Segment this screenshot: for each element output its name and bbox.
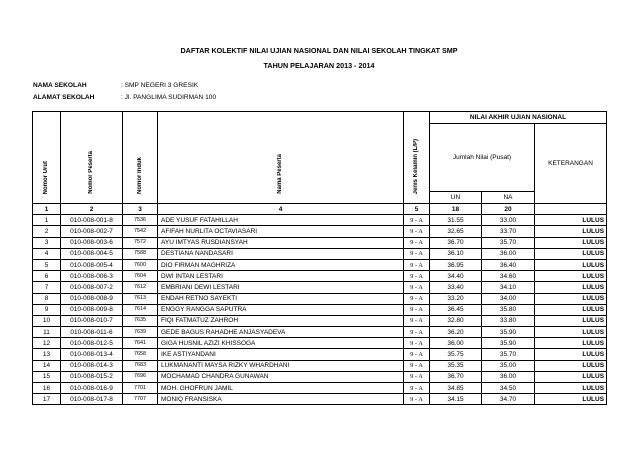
cell-nama: MOH. GHOFRUN JAMIL — [158, 383, 404, 394]
column-index: 20 — [482, 204, 535, 215]
cell-na: 33.80 — [482, 315, 535, 326]
cell-na: 35.70 — [482, 237, 535, 248]
header-no-urut: Nomor Urut — [33, 112, 61, 204]
cell-na: 34.50 — [482, 383, 535, 394]
cell-nama: AFIFAH NURLITA OCTAVIASARI — [158, 226, 404, 237]
cell-un: 31.55 — [430, 215, 482, 226]
table-row — [33, 282, 607, 293]
cell-peserta: 010-008-010-7 — [61, 315, 123, 326]
cell-un: 34.15 — [430, 394, 482, 405]
cell-peserta: 010-008-014-3 — [61, 360, 123, 371]
header-jumlah-nilai: Jumlah Nilai (Pusat) — [430, 124, 535, 192]
header-un: UN — [430, 192, 482, 204]
cell-peserta: 010-008-008-9 — [61, 293, 123, 304]
cell-no: 4 — [33, 248, 61, 259]
document-title: DAFTAR KOLEKTIF NILAI UJIAN NASIONAL DAN NILAI SEKOLAH TINGKAT SMP — [180, 46, 458, 55]
cell-na: 33.70 — [482, 226, 535, 237]
header-nilai-akhir: NILAI AKHIR UJIAN NASIONAL — [430, 112, 607, 124]
cell-un: 36.95 — [430, 259, 482, 270]
cell-no: 11 — [33, 327, 61, 338]
cell-peserta: 010-008-001-8 — [61, 215, 123, 226]
table-row — [33, 371, 607, 382]
table-row — [33, 248, 607, 259]
cell-no: 16 — [33, 383, 61, 394]
cell-induk: 7613 — [123, 293, 158, 304]
column-index: 5 — [404, 204, 430, 215]
cell-kelas: 9 - A — [404, 226, 430, 237]
cell-kelas: 9 - A — [404, 293, 430, 304]
header-no-peserta: Nomor Peserta — [61, 112, 123, 204]
cell-un: 32.80 — [430, 315, 482, 326]
cell-peserta: 010-008-004-5 — [61, 248, 123, 259]
cell-induk: 7696 — [123, 371, 158, 382]
school-address-value: : Jl. PANGLIMA SUDIRMAN 100 — [121, 94, 217, 101]
cell-induk: 7635 — [123, 315, 158, 326]
column-index — [535, 204, 607, 215]
cell-na: 34.10 — [482, 282, 535, 293]
header-jenis-kelamin: Jenis Kelamin (L/P) — [404, 112, 430, 204]
cell-na: 36.00 — [482, 371, 535, 382]
cell-no: 6 — [33, 271, 61, 282]
cell-keterangan: LULUS — [535, 237, 607, 248]
cell-un: 33.20 — [430, 293, 482, 304]
cell-nama: DESTIANA NANDASARI — [158, 248, 404, 259]
cell-no: 7 — [33, 282, 61, 293]
cell-kelas: 9 - A — [404, 304, 430, 315]
cell-na: 36.40 — [482, 259, 535, 270]
cell-keterangan: LULUS — [535, 215, 607, 226]
table-row — [33, 394, 607, 405]
cell-keterangan: LULUS — [535, 259, 607, 270]
table-row — [33, 215, 607, 226]
table-row — [33, 349, 607, 360]
cell-na: 35.90 — [482, 338, 535, 349]
cell-un: 35.35 — [430, 360, 482, 371]
cell-peserta: 010-008-003-6 — [61, 237, 123, 248]
cell-na: 34.60 — [482, 271, 535, 282]
cell-keterangan: LULUS — [535, 394, 607, 405]
cell-kelas: 9 - A — [404, 248, 430, 259]
cell-no: 13 — [33, 349, 61, 360]
cell-nama: ENGGY RANGGA SAPUTRA — [158, 304, 404, 315]
cell-peserta: 010-008-016-9 — [61, 383, 123, 394]
table-row — [33, 327, 607, 338]
cell-na: 33.00 — [482, 215, 535, 226]
document-subtitle: TAHUN PELAJARAN 2013 - 2014 — [263, 61, 375, 70]
cell-keterangan: LULUS — [535, 282, 607, 293]
cell-na: 36.00 — [482, 248, 535, 259]
cell-kelas: 9 - A — [404, 282, 430, 293]
cell-na: 35.90 — [482, 327, 535, 338]
cell-keterangan: LULUS — [535, 271, 607, 282]
cell-kelas: 9 - A — [404, 338, 430, 349]
cell-un: 36.70 — [430, 371, 482, 382]
cell-un: 36.20 — [430, 327, 482, 338]
cell-kelas: 9 - A — [404, 394, 430, 405]
cell-nama: MONIQ FRANSISKA — [158, 394, 404, 405]
cell-na: 35.00 — [482, 360, 535, 371]
cell-nama: EMBRIANI DEWI LESTARI — [158, 282, 404, 293]
cell-peserta: 010-008-005-4 — [61, 259, 123, 270]
cell-un: 33.40 — [430, 282, 482, 293]
cell-un: 36.70 — [430, 237, 482, 248]
cell-kelas: 9 - A — [404, 371, 430, 382]
table-row — [33, 304, 607, 315]
cell-no: 5 — [33, 259, 61, 270]
cell-peserta: 010-008-007-2 — [61, 282, 123, 293]
cell-keterangan: LULUS — [535, 304, 607, 315]
cell-keterangan: LULUS — [535, 360, 607, 371]
cell-no: 12 — [33, 338, 61, 349]
cell-kelas: 9 - A — [404, 215, 430, 226]
cell-na: 35.70 — [482, 349, 535, 360]
school-name-line — [33, 82, 198, 89]
cell-kelas: 9 - A — [404, 271, 430, 282]
column-index: 1 — [33, 204, 61, 215]
cell-no: 17 — [33, 394, 61, 405]
cell-un: 36.10 — [430, 248, 482, 259]
cell-no: 9 — [33, 304, 61, 315]
cell-keterangan: LULUS — [535, 315, 607, 326]
cell-induk: 7612 — [123, 282, 158, 293]
cell-induk: 7604 — [123, 271, 158, 282]
cell-kelas: 9 - A — [404, 383, 430, 394]
table-row — [33, 271, 607, 282]
school-name-value: : SMP NEGERI 3 GRESIK — [121, 82, 199, 89]
cell-induk: 7572 — [123, 237, 158, 248]
cell-induk: 7658 — [123, 349, 158, 360]
cell-keterangan: LULUS — [535, 371, 607, 382]
cell-induk: 7536 — [123, 215, 158, 226]
school-address-label: ALAMAT SEKOLAH — [33, 94, 95, 101]
cell-nama: IKE ASTIYANDANI — [158, 349, 404, 360]
cell-nama: LUKMANANTI MAYSA RIZKY WHARDHANI — [158, 360, 404, 371]
cell-no: 2 — [33, 226, 61, 237]
cell-nama: ADE YUSUF FATAHILLAH — [158, 215, 404, 226]
cell-induk: 7542 — [123, 226, 158, 237]
cell-peserta: 010-008-017-8 — [61, 394, 123, 405]
cell-peserta: 010-008-012-5 — [61, 338, 123, 349]
cell-nama: ENDAH RETNO SAYEKTI — [158, 293, 404, 304]
cell-nama: MOCHAMAD CHANDRA GUNAWAN — [158, 371, 404, 382]
cell-nama: GIGA HUSNIL AZIZI KHISSOGA — [158, 338, 404, 349]
cell-un: 36.45 — [430, 304, 482, 315]
column-index: 3 — [123, 204, 158, 215]
cell-no: 1 — [33, 215, 61, 226]
cell-nama: DIO FIRMAN MAGHRIZA — [158, 259, 404, 270]
cell-un: 35.75 — [430, 349, 482, 360]
column-index-row — [33, 204, 607, 215]
cell-nama: AYU IMTYAS RUSDIANSYAH — [158, 237, 404, 248]
cell-un: 34.40 — [430, 271, 482, 282]
cell-no: 10 — [33, 315, 61, 326]
school-address-line — [33, 94, 216, 101]
cell-induk: 7600 — [123, 259, 158, 270]
table-row — [33, 293, 607, 304]
cell-na: 34.70 — [482, 394, 535, 405]
cell-keterangan: LULUS — [535, 327, 607, 338]
cell-un: 34.85 — [430, 383, 482, 394]
cell-keterangan: LULUS — [535, 349, 607, 360]
cell-keterangan: LULUS — [535, 226, 607, 237]
header-keterangan: KETERANGAN — [535, 124, 607, 204]
cell-no: 8 — [33, 293, 61, 304]
cell-keterangan: LULUS — [535, 383, 607, 394]
table-row — [33, 237, 607, 248]
cell-no: 14 — [33, 360, 61, 371]
cell-nama: GEDE BAGUS RAHADHE ANJASYADEVA — [158, 327, 404, 338]
cell-induk: 7707 — [123, 394, 158, 405]
cell-na: 35.80 — [482, 304, 535, 315]
cell-kelas: 9 - A — [404, 360, 430, 371]
cell-induk: 7683 — [123, 360, 158, 371]
cell-peserta: 010-008-011-6 — [61, 327, 123, 338]
cell-kelas: 9 - A — [404, 327, 430, 338]
cell-kelas: 9 - A — [404, 349, 430, 360]
header-no-induk: Nomor Induk — [123, 112, 158, 204]
cell-peserta: 010-008-002-7 — [61, 226, 123, 237]
table-row — [33, 338, 607, 349]
table-row — [33, 226, 607, 237]
cell-keterangan: LULUS — [535, 248, 607, 259]
cell-induk: 7701 — [123, 383, 158, 394]
cell-peserta: 010-008-015-2 — [61, 371, 123, 382]
cell-nama: FIQI FATMATUZ ZAHROH — [158, 315, 404, 326]
cell-kelas: 9 - A — [404, 315, 430, 326]
table-row — [33, 315, 607, 326]
header-na: NA — [482, 192, 535, 204]
table-row — [33, 383, 607, 394]
column-index: 4 — [158, 204, 404, 215]
column-index: 18 — [430, 204, 482, 215]
cell-peserta: 010-008-006-3 — [61, 271, 123, 282]
cell-peserta: 010-008-009-8 — [61, 304, 123, 315]
table-row — [33, 360, 607, 371]
score-table — [32, 111, 607, 405]
cell-kelas: 9 - A — [404, 259, 430, 270]
school-name-label: NAMA SEKOLAH — [33, 82, 87, 89]
cell-keterangan: LULUS — [535, 293, 607, 304]
table-row — [33, 259, 607, 270]
cell-peserta: 010-008-013-4 — [61, 349, 123, 360]
cell-induk: 7641 — [123, 338, 158, 349]
cell-no: 3 — [33, 237, 61, 248]
cell-nama: DWI INTAN LESTARI — [158, 271, 404, 282]
cell-induk: 7614 — [123, 304, 158, 315]
cell-un: 36.00 — [430, 338, 482, 349]
header-nama: Nama Peserta — [158, 112, 404, 204]
cell-induk: 7639 — [123, 327, 158, 338]
cell-induk: 7588 — [123, 248, 158, 259]
cell-un: 32.65 — [430, 226, 482, 237]
column-index: 2 — [61, 204, 123, 215]
cell-kelas: 9 - A — [404, 237, 430, 248]
cell-no: 15 — [33, 371, 61, 382]
cell-keterangan: LULUS — [535, 338, 607, 349]
cell-na: 34.00 — [482, 293, 535, 304]
